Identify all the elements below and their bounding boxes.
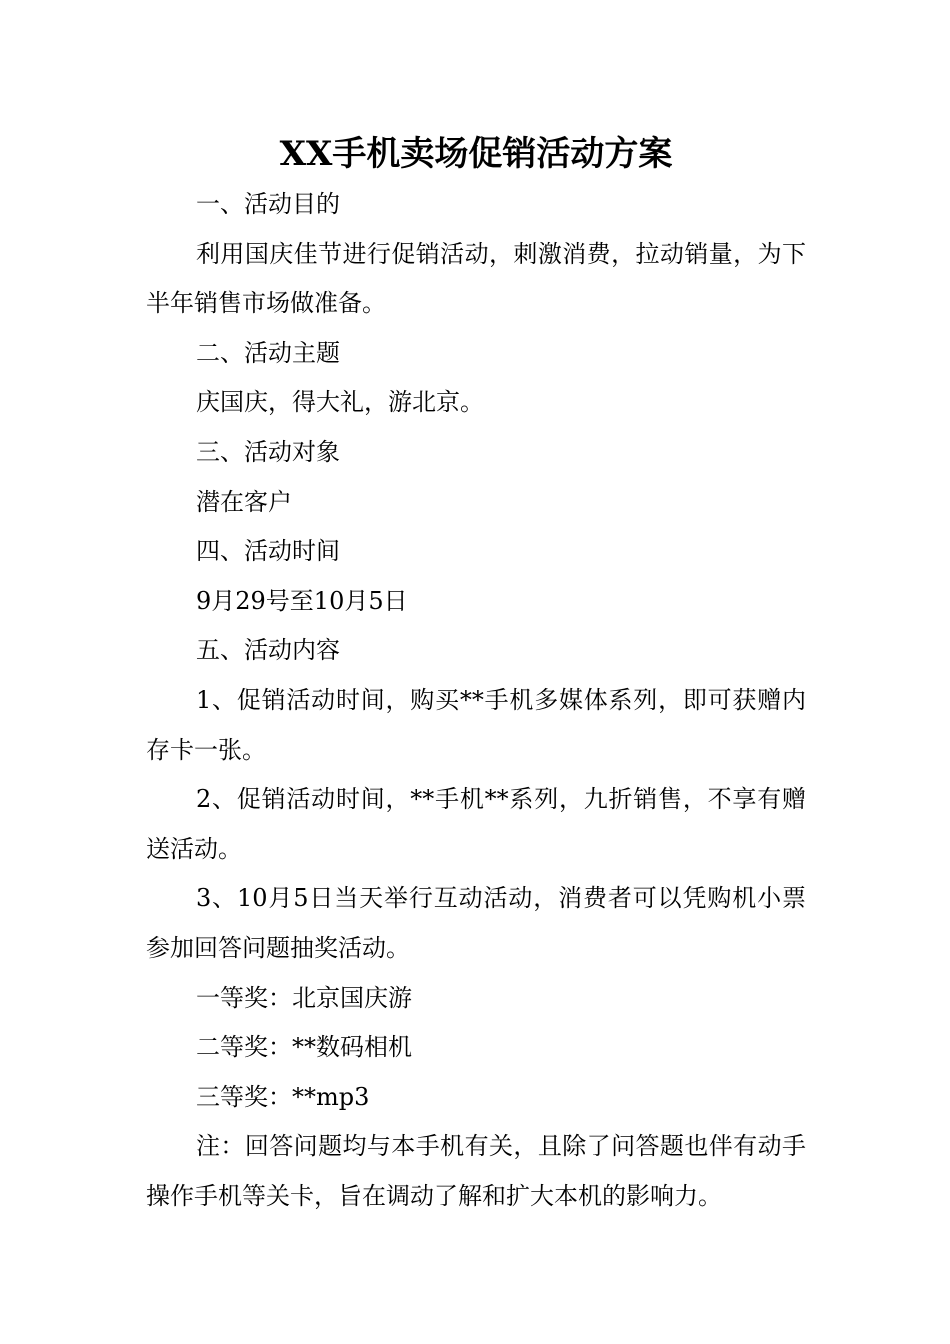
paragraph-note: 注：回答问题均与本手机有关，且除了问答题也伴有动手操作手机等关卡，旨在调动了解和扩大本机的影响力。: [146, 1132, 806, 1210]
heading-purpose: 一、活动目的: [196, 190, 340, 218]
prize-second: 二等奖：**数码相机: [196, 1033, 412, 1062]
paragraph-content-2: 2、促销活动时间，**手机**系列，九折销售，不享有赠送活动。: [146, 785, 806, 863]
heading-target: 三、活动对象: [196, 437, 340, 466]
prize-third: 三等奖：**mp3: [196, 1082, 370, 1111]
document-title: XX手机卖场促销活动方案: [279, 134, 673, 174]
prize-first: 一等奖：北京国庆游: [196, 983, 412, 1012]
paragraph-target: 潜在客户: [196, 487, 292, 516]
heading-content: 五、活动内容: [196, 636, 340, 665]
paragraph-content-3: 3、10月5日当天举行互动活动，消费者可以凭购机小票参加回答问题抽奖活动。: [146, 884, 806, 962]
heading-theme: 二、活动主题: [196, 338, 340, 367]
document-page: [146, 128, 806, 1221]
paragraph-content-1: 1、促销活动时间，购买**手机多媒体系列，即可获赠内存卡一张。: [146, 685, 806, 764]
paragraph-time: 9月29号至10月5日: [196, 586, 408, 615]
paragraph-theme: 庆国庆，得大礼，游北京。: [196, 388, 484, 417]
document-body: [146, 180, 806, 1221]
paragraph-purpose: 利用国庆佳节进行促销活动，刺激消费，拉动销量，为下半年销售市场做准备。: [146, 239, 806, 318]
heading-time: 四、活动时间: [196, 537, 340, 566]
